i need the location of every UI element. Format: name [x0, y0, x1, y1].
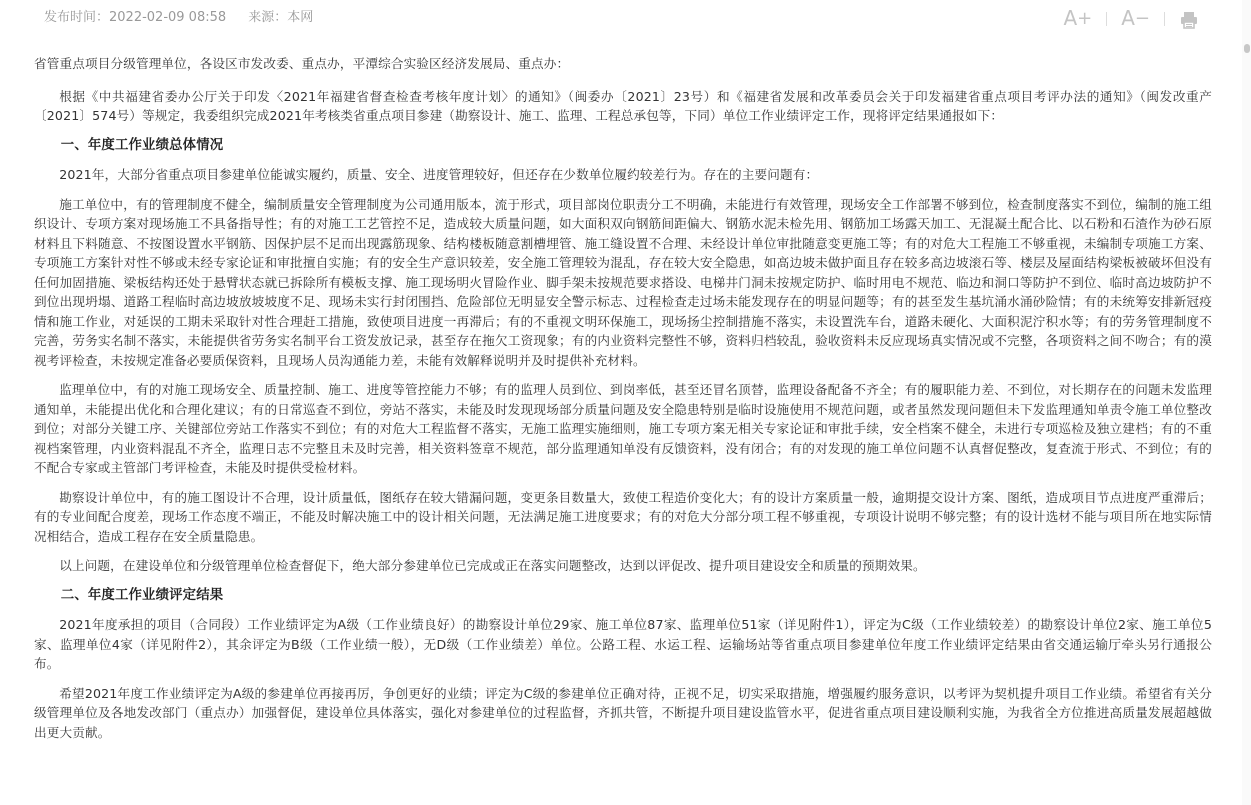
salutation: 省管重点项目分级管理单位，各设区市发改委、重点办，平潭综合实验区经济发展局、重点办： — [34, 56, 570, 71]
printer-icon — [1179, 10, 1199, 30]
construction-paragraph: 施工单位中，有的管理制度不健全，编制质量安全管理制度为公司通用版本，流于形式，项目部岗位职责分工不明确，未能进行有效管理，现场安全工作部署不够到位，检查制度落实不到位，编制的施工组织设计、专项方案对现场施工不具备指导性；有的对施工工艺管控不足，造成较大质量问题，如大面积双向钢筋间距偏大、钢筋水泥未检先用、钢筋加工场露天加工、无混凝土配合比、以石粉和石渣作为砂石原材料且下料随意、不按图设置水平钢筋、因保护层不足而出现露筋现象、结构楼板随意割槽埋管、施工缝设置不合理、未经设计单位审批随意变更施工等；有的对危大工程施工不够重视，未编制专项施工方案、专项施工方案针对性不够或未经专家论证和审批擅自实施；有的安全生产意识较差，安全施工管理较为混乱，存在较大安全隐患，如高边坡未做护面且存在较多高边坡滚石等、楼层及屋面结构梁板被破坏但没有任何加固措施、梁板结构还处于悬臂状态就已拆除所有模板支撑、施工现场明火冒险作业、脚手架未按规范要求搭设、电梯井门洞未按规定防护、临时用电不规范、临边和洞口等防护不到位、临时高边坡防护不到位出现坍塌、道路工程临时高边坡放坡坡度不足、现场未实行封闭围挡、危险部位无明显安全警示标志、过程检查走过场未能发现存在的明显问题等；有的甚至发生基坑涌水涌砂险情；有的未统筹安排新冠疫情和施工作业，对延误的工期未采取针对性合理赶工措施，致使项目进度一再滞后；有的不重视文明环保施工，现场扬尘控制措施不落实，未设置洗车台，道路未硬化、大面积泥泞积水等；有的劳务管理制度不完善，劳务实名制不落实，未能提供省劳务实名制平台工资发放记录，甚至存在拖欠工资现象；有的内业资料完整性不够，资料归档较乱，验收资料未反应现场真实情况或不完整，各项资料之间不吻合；有的漠视考评检查，未按规定准备必要质保资料，且现场人员沟通能力差，未能有效解释说明并及时提供补充材料。 — [34, 196, 1212, 368]
font-decrease-label: A — [1121, 6, 1135, 30]
article-body — [34, 54, 1212, 752]
results-paragraph: 2021年度承担的项目（合同段）工作业绩评定为A级（工作业绩良好）的勘察设计单位29家、施工单位87家、监理单位51家（详见附件1），评定为C级（工作业绩较差）的勘察设计单位2家、施工单位5家、监理单位4家（详见附件2），其余评定为B级（工作业绩一般），无D级（工作业绩差）单位。公路工程、水运工程、运输场站等省重点项目参建单位年度工作业绩评定结果由省交通运输厅牵头另行通报公布。 — [34, 617, 1212, 671]
design-paragraph: 勘察设计单位中，有的施工图设计不合理，设计质量低，图纸存在较大错漏问题，变更条目数量大，致使工程造价变化大；有的设计方案质量一般，逾期提交设计方案、图纸，造成项目节点进度严重滞后；有的专业间配合度差，现场工作态度不端正，不能及时解决施工中的设计相关问题，无法满足施工进度要求；有的对危大分部分项工程不够重视，专项设计说明不够完整；有的设计选材不能与项目所在地实际情况相结合，造成工程存在安全质量隐患。 — [34, 489, 1212, 544]
vertical-scrollbar[interactable] — [1242, 0, 1251, 805]
print-button[interactable] — [1165, 7, 1213, 31]
font-increase-button[interactable] — [1049, 6, 1106, 31]
article-meta — [44, 6, 331, 25]
supervision-paragraph: 监理单位中，有的对施工现场安全、质量控制、施工、进度等管控能力不够；有的监理人员到位、到岗率低，甚至还冒名顶替，监理设备配备不齐全；有的履职能力差、不到位，对长期存在的问题未发监理通知单，未能提出优化和合理化建议；有的日常巡查不到位，旁站不落实，未能及时发现现场部分质量问题及安全隐患特别是临时设施使用不规范问题，或者虽然发现问题但未下发监理通知单责令施工单位整改到位；对部分关键工序、关键部位旁站工作落实不到位；有的对危大工程监督不落实，无施工监理实施细则，施工专项方案无相关专家论证和审批手续，安全档案不健全，未进行专项巡检及独立建档；有的不重视档案管理，内业资料混乱不齐全，监理日志不完整且未及时完善，相关资料签章不规范，部分监理通知单没有反馈资料，没有闭合；有的对发现的施工单位问题不认真督促整改，复查流于形式、不到位；有的不配合专家或主管部门考评检查，未能及时提供受检材料。 — [34, 382, 1212, 475]
article-toolbar — [1049, 6, 1213, 31]
font-decrease-sign: − — [1134, 8, 1150, 29]
font-decrease-button[interactable] — [1107, 6, 1164, 31]
font-increase-sign: + — [1077, 8, 1093, 29]
intro-paragraph: 根据《中共福建省委办公厅关于印发〈2021年福建省督查检查考核年度计划〉的通知》（闽委办〔2021〕23号）和《福建省发展和改革委员会关于印发福建省重点项目考评办法的通知》（闽发改重产〔2021〕574号）等规定，我委组织完成2021年考核类省重点项目参建（勘察设计、施工、监理、工程总承包等，下同）单位工作业绩评定工作，现将评定结果通报如下： — [34, 88, 1212, 123]
font-increase-label: A — [1063, 6, 1078, 30]
hope-paragraph: 希望2021年度工作业绩评定为A级的参建单位再接再厉，争创更好的业绩；评定为C级的参建单位正确对待，正视不足，切实采取措施，增强履约服务意识，以考评为契机提升项目工作业绩。希望省有关分级管理单位及各地发改部门（重点办）加强督促，建设单位具体落实，强化对参建单位的过程监督，齐抓共管，不断提升项目建设监管水平，促进省重点项目建设顺利实施，为我省全方位推进高质量发展超越做出更大贡献。 — [34, 685, 1212, 740]
publish-time: 发布时间：2022-02-09 08:58 — [44, 10, 227, 25]
scrollbar-thumb[interactable] — [1244, 44, 1250, 53]
section-1-summary: 2021年，大部分省重点项目参建单位能诚实履约，质量、安全、进度管理较好，但还存在少数单位履约较差行为。存在的主要问题有： — [59, 167, 819, 182]
section-2-heading: 二、年度工作业绩评定结果 — [60, 587, 224, 603]
article-source: 来源：本网 — [248, 10, 314, 25]
section-1-heading: 一、年度工作业绩总体情况 — [60, 137, 224, 153]
section-1-closing: 以上问题，在建设单位和分级管理单位检查督促下，绝大部分参建单位已完成或正在落实问题整改，达到以评促改、提升项目建设安全和质量的预期效果。 — [59, 558, 926, 573]
